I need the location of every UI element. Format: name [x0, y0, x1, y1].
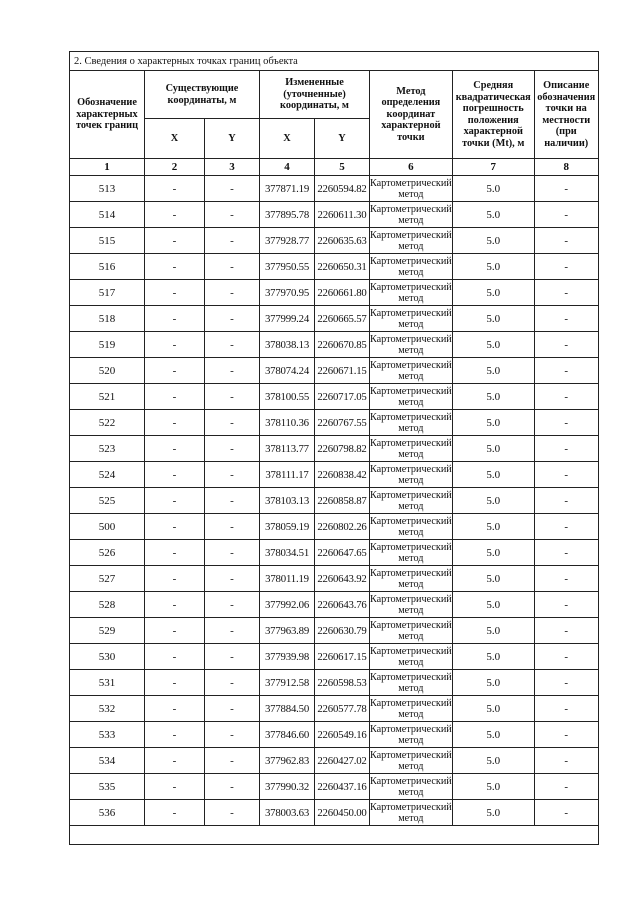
description-cell: - — [534, 462, 598, 488]
method-cell: Картометрический метод — [370, 359, 452, 382]
accuracy-cell: 5.0 — [452, 540, 534, 566]
point-id-cell: 533 — [70, 722, 145, 748]
point-id-cell: 517 — [70, 280, 145, 306]
coord-x-cell: 377871.19 — [260, 176, 315, 202]
coord-y-cell: 2260635.63 — [315, 228, 370, 254]
header-existing-coords: Существующие координаты, м — [145, 71, 260, 119]
accuracy-cell: 5.0 — [452, 566, 534, 592]
method-cell: Картометрический метод — [370, 333, 452, 356]
method-cell: Картометрический метод — [370, 385, 452, 408]
coord-x-cell: 377962.83 — [260, 748, 315, 774]
coord-y-cell: 2260665.57 — [315, 306, 370, 332]
accuracy-cell: 5.0 — [452, 592, 534, 618]
coord-x-cell: 377928.77 — [260, 228, 315, 254]
coord-x-cell: 377999.24 — [260, 306, 315, 332]
header-accuracy: Средняя квадратическая погрешность положения характерной точки (Mt), м — [452, 71, 534, 159]
accuracy-cell: 5.0 — [452, 384, 534, 410]
coord-y-cell: 2260661.80 — [315, 280, 370, 306]
existing-x-cell: - — [145, 332, 205, 358]
description-cell: - — [534, 748, 598, 774]
existing-y-cell: - — [205, 280, 260, 306]
column-number: 8 — [534, 159, 598, 176]
existing-x-cell: - — [145, 228, 205, 254]
existing-y-cell: - — [205, 254, 260, 280]
method-cell: Картометрический метод — [370, 567, 452, 590]
point-id-cell: 528 — [70, 592, 145, 618]
table-body — [70, 176, 599, 826]
existing-x-cell: - — [145, 488, 205, 514]
coord-x-cell: 378059.19 — [260, 514, 315, 540]
coord-x-cell: 378103.13 — [260, 488, 315, 514]
existing-y-cell: - — [205, 800, 260, 826]
existing-x-cell: - — [145, 670, 205, 696]
existing-y-cell: - — [205, 488, 260, 514]
table-row — [70, 280, 599, 306]
accuracy-cell: 5.0 — [452, 774, 534, 800]
description-cell: - — [534, 774, 598, 800]
table-row — [70, 592, 599, 618]
method-cell: Картометрический метод — [370, 801, 452, 824]
table-row — [70, 306, 599, 332]
method-cell: Картометрический метод — [370, 775, 452, 798]
existing-y-cell: - — [205, 566, 260, 592]
table-row — [70, 228, 599, 254]
coord-y-cell: 2260650.31 — [315, 254, 370, 280]
table-row — [70, 488, 599, 514]
table-row — [70, 618, 599, 644]
coord-y-cell: 2260643.92 — [315, 566, 370, 592]
table-row — [70, 774, 599, 800]
coord-y-cell: 2260594.82 — [315, 176, 370, 202]
point-id-cell: 519 — [70, 332, 145, 358]
existing-y-cell: - — [205, 774, 260, 800]
method-cell: Картометрический метод — [370, 411, 452, 434]
table-row — [70, 176, 599, 202]
coord-y-cell: 2260717.05 — [315, 384, 370, 410]
description-cell: - — [534, 358, 598, 384]
table-row — [70, 566, 599, 592]
coord-x-cell: 378003.63 — [260, 800, 315, 826]
header-changed-y: Y — [315, 119, 370, 159]
accuracy-cell: 5.0 — [452, 254, 534, 280]
coord-y-cell: 2260643.76 — [315, 592, 370, 618]
coord-y-cell: 2260802.26 — [315, 514, 370, 540]
column-number: 7 — [452, 159, 534, 176]
accuracy-cell: 5.0 — [452, 514, 534, 540]
coord-y-cell: 2260671.15 — [315, 358, 370, 384]
existing-x-cell: - — [145, 254, 205, 280]
existing-x-cell: - — [145, 774, 205, 800]
coord-x-cell: 378100.55 — [260, 384, 315, 410]
description-cell: - — [534, 644, 598, 670]
accuracy-cell: 5.0 — [452, 280, 534, 306]
method-cell: Картометрический метод — [370, 619, 452, 642]
existing-y-cell: - — [205, 176, 260, 202]
existing-y-cell: - — [205, 202, 260, 228]
existing-x-cell: - — [145, 696, 205, 722]
coord-y-cell: 2260611.30 — [315, 202, 370, 228]
coord-x-cell: 378113.77 — [260, 436, 315, 462]
method-cell: Картометрический метод — [370, 593, 452, 616]
coord-y-cell: 2260647.65 — [315, 540, 370, 566]
description-cell: - — [534, 696, 598, 722]
existing-y-cell: - — [205, 540, 260, 566]
existing-x-cell: - — [145, 618, 205, 644]
description-cell: - — [534, 618, 598, 644]
column-number: 5 — [315, 159, 370, 176]
table-row — [70, 462, 599, 488]
coord-y-cell: 2260767.55 — [315, 410, 370, 436]
description-cell: - — [534, 722, 598, 748]
coord-y-cell: 2260450.00 — [315, 800, 370, 826]
point-id-cell: 522 — [70, 410, 145, 436]
existing-x-cell: - — [145, 202, 205, 228]
accuracy-cell: 5.0 — [452, 462, 534, 488]
point-id-cell: 535 — [70, 774, 145, 800]
header-point-designation: Обозначение характерных точек границ — [70, 71, 145, 159]
table-row — [70, 358, 599, 384]
existing-x-cell: - — [145, 748, 205, 774]
boundary-points-table — [69, 51, 599, 845]
accuracy-cell: 5.0 — [452, 410, 534, 436]
existing-y-cell: - — [205, 462, 260, 488]
method-cell: Картометрический метод — [370, 307, 452, 330]
header-description: Описание обозначения точки на местности (при наличии) — [534, 71, 598, 159]
method-cell: Картометрический метод — [370, 645, 452, 668]
accuracy-cell: 5.0 — [452, 436, 534, 462]
description-cell: - — [534, 540, 598, 566]
point-id-cell: 520 — [70, 358, 145, 384]
header-changed-coords: Измененные (уточненные) координаты, м — [260, 71, 370, 119]
table-row — [70, 722, 599, 748]
accuracy-cell: 5.0 — [452, 644, 534, 670]
point-id-cell: 518 — [70, 306, 145, 332]
point-id-cell: 523 — [70, 436, 145, 462]
point-id-cell: 536 — [70, 800, 145, 826]
column-number: 3 — [205, 159, 260, 176]
header-method: Метод определения координат характерной точки — [370, 71, 453, 159]
table-row — [70, 202, 599, 228]
point-id-cell: 527 — [70, 566, 145, 592]
existing-x-cell: - — [145, 462, 205, 488]
coord-y-cell: 2260798.82 — [315, 436, 370, 462]
coord-y-cell: 2260838.42 — [315, 462, 370, 488]
description-cell: - — [534, 280, 598, 306]
table-row — [70, 644, 599, 670]
accuracy-cell: 5.0 — [452, 202, 534, 228]
table-row — [70, 800, 599, 826]
existing-y-cell: - — [205, 644, 260, 670]
coord-y-cell: 2260577.78 — [315, 696, 370, 722]
coord-y-cell: 2260598.53 — [315, 670, 370, 696]
existing-x-cell: - — [145, 436, 205, 462]
accuracy-cell: 5.0 — [452, 488, 534, 514]
coord-x-cell: 377939.98 — [260, 644, 315, 670]
coord-y-cell: 2260617.15 — [315, 644, 370, 670]
existing-x-cell: - — [145, 514, 205, 540]
column-number: 1 — [70, 159, 145, 176]
accuracy-cell: 5.0 — [452, 358, 534, 384]
accuracy-cell: 5.0 — [452, 176, 534, 202]
existing-y-cell: - — [205, 670, 260, 696]
method-cell: Картометрический метод — [370, 697, 452, 720]
method-cell: Картометрический метод — [370, 229, 452, 252]
table-row — [70, 748, 599, 774]
existing-x-cell: - — [145, 358, 205, 384]
coord-x-cell: 377884.50 — [260, 696, 315, 722]
existing-y-cell: - — [205, 722, 260, 748]
coord-y-cell: 2260427.02 — [315, 748, 370, 774]
description-cell: - — [534, 514, 598, 540]
coord-x-cell: 377912.58 — [260, 670, 315, 696]
existing-y-cell: - — [205, 358, 260, 384]
table-row — [70, 696, 599, 722]
existing-y-cell: - — [205, 228, 260, 254]
description-cell: - — [534, 410, 598, 436]
existing-x-cell: - — [145, 306, 205, 332]
coord-x-cell: 378011.19 — [260, 566, 315, 592]
existing-y-cell: - — [205, 514, 260, 540]
existing-y-cell: - — [205, 696, 260, 722]
header-existing-y: Y — [205, 119, 260, 159]
coord-x-cell: 377992.06 — [260, 592, 315, 618]
existing-y-cell: - — [205, 410, 260, 436]
coord-x-cell: 378111.17 — [260, 462, 315, 488]
method-cell: Картометрический метод — [370, 281, 452, 304]
existing-x-cell: - — [145, 280, 205, 306]
method-cell: Картометрический метод — [370, 723, 452, 746]
column-number: 6 — [370, 159, 453, 176]
column-number: 4 — [260, 159, 315, 176]
description-cell: - — [534, 436, 598, 462]
coord-x-cell: 378034.51 — [260, 540, 315, 566]
column-number: 2 — [145, 159, 205, 176]
section-title: 2. Сведения о характерных точках границ объекта — [70, 52, 599, 71]
point-id-cell: 529 — [70, 618, 145, 644]
table-row — [70, 436, 599, 462]
point-id-cell: 530 — [70, 644, 145, 670]
point-id-cell: 526 — [70, 540, 145, 566]
point-id-cell: 514 — [70, 202, 145, 228]
coord-x-cell: 378074.24 — [260, 358, 315, 384]
coord-x-cell: 377895.78 — [260, 202, 315, 228]
coord-y-cell: 2260549.16 — [315, 722, 370, 748]
coord-x-cell: 377963.89 — [260, 618, 315, 644]
description-cell: - — [534, 306, 598, 332]
method-cell: Картометрический метод — [370, 671, 452, 694]
table-row — [70, 670, 599, 696]
table-row — [70, 332, 599, 358]
accuracy-cell: 5.0 — [452, 748, 534, 774]
existing-x-cell: - — [145, 176, 205, 202]
coord-x-cell: 378038.13 — [260, 332, 315, 358]
existing-y-cell: - — [205, 618, 260, 644]
accuracy-cell: 5.0 — [452, 800, 534, 826]
table-row — [70, 384, 599, 410]
description-cell: - — [534, 254, 598, 280]
point-id-cell: 500 — [70, 514, 145, 540]
method-cell: Картометрический метод — [370, 541, 452, 564]
coord-y-cell: 2260437.16 — [315, 774, 370, 800]
existing-y-cell: - — [205, 592, 260, 618]
table-row — [70, 410, 599, 436]
method-cell: Картометрический метод — [370, 489, 452, 512]
coord-y-cell: 2260858.87 — [315, 488, 370, 514]
point-id-cell: 516 — [70, 254, 145, 280]
table-row — [70, 514, 599, 540]
existing-x-cell: - — [145, 566, 205, 592]
point-id-cell: 531 — [70, 670, 145, 696]
method-cell: Картометрический метод — [370, 515, 452, 538]
coord-y-cell: 2260670.85 — [315, 332, 370, 358]
existing-x-cell: - — [145, 540, 205, 566]
header-existing-x: X — [145, 119, 205, 159]
description-cell: - — [534, 566, 598, 592]
point-id-cell: 532 — [70, 696, 145, 722]
existing-x-cell: - — [145, 722, 205, 748]
method-cell: Картометрический метод — [370, 749, 452, 772]
method-cell: Картометрический метод — [370, 255, 452, 278]
coord-x-cell: 377950.55 — [260, 254, 315, 280]
point-id-cell: 515 — [70, 228, 145, 254]
header-changed-x: X — [260, 119, 315, 159]
existing-x-cell: - — [145, 800, 205, 826]
coord-y-cell: 2260630.79 — [315, 618, 370, 644]
description-cell: - — [534, 592, 598, 618]
point-id-cell: 513 — [70, 176, 145, 202]
method-cell: Картометрический метод — [370, 177, 452, 200]
accuracy-cell: 5.0 — [452, 696, 534, 722]
existing-x-cell: - — [145, 410, 205, 436]
accuracy-cell: 5.0 — [452, 618, 534, 644]
description-cell: - — [534, 228, 598, 254]
accuracy-cell: 5.0 — [452, 306, 534, 332]
description-cell: - — [534, 176, 598, 202]
existing-y-cell: - — [205, 748, 260, 774]
description-cell: - — [534, 488, 598, 514]
method-cell: Картометрический метод — [370, 437, 452, 460]
existing-y-cell: - — [205, 436, 260, 462]
accuracy-cell: 5.0 — [452, 722, 534, 748]
existing-x-cell: - — [145, 644, 205, 670]
table-row — [70, 540, 599, 566]
description-cell: - — [534, 800, 598, 826]
coord-x-cell: 377846.60 — [260, 722, 315, 748]
empty-footer-row — [70, 826, 599, 845]
description-cell: - — [534, 332, 598, 358]
description-cell: - — [534, 202, 598, 228]
point-id-cell: 534 — [70, 748, 145, 774]
coord-x-cell: 377970.95 — [260, 280, 315, 306]
coord-x-cell: 378110.36 — [260, 410, 315, 436]
accuracy-cell: 5.0 — [452, 332, 534, 358]
existing-y-cell: - — [205, 384, 260, 410]
description-cell: - — [534, 384, 598, 410]
existing-x-cell: - — [145, 592, 205, 618]
existing-x-cell: - — [145, 384, 205, 410]
accuracy-cell: 5.0 — [452, 670, 534, 696]
point-id-cell: 521 — [70, 384, 145, 410]
point-id-cell: 525 — [70, 488, 145, 514]
point-id-cell: 524 — [70, 462, 145, 488]
existing-y-cell: - — [205, 332, 260, 358]
coord-x-cell: 377990.32 — [260, 774, 315, 800]
table-row — [70, 254, 599, 280]
method-cell: Картометрический метод — [370, 203, 452, 226]
accuracy-cell: 5.0 — [452, 228, 534, 254]
method-cell: Картометрический метод — [370, 463, 452, 486]
existing-y-cell: - — [205, 306, 260, 332]
description-cell: - — [534, 670, 598, 696]
